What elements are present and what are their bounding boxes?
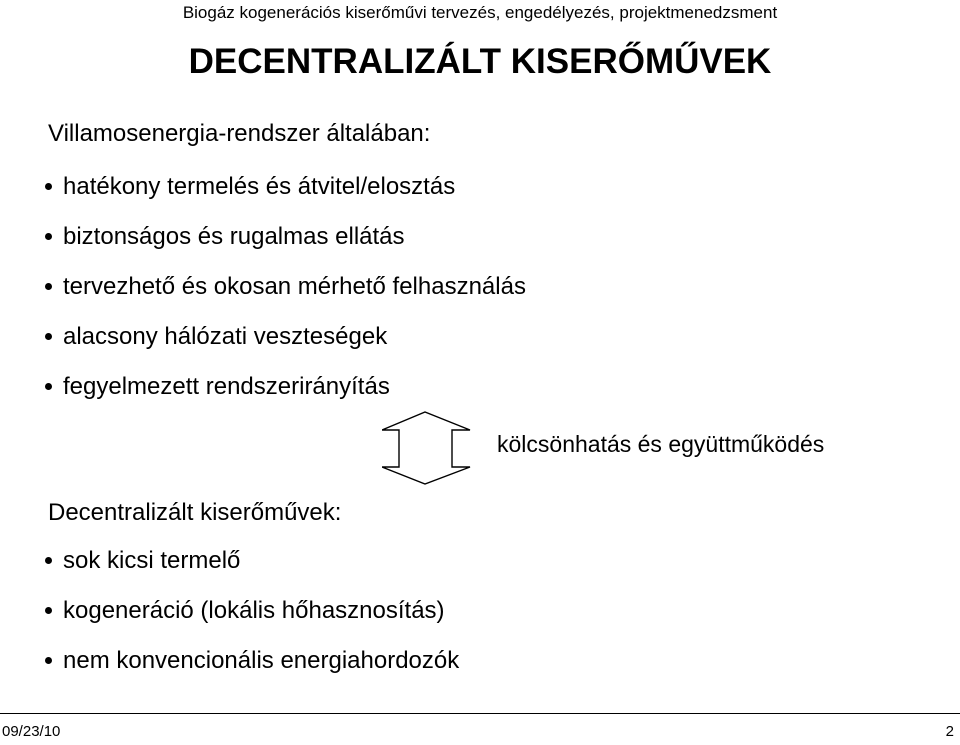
section-heading-power-system: Villamosenergia-rendszer általában: (48, 120, 431, 147)
bullet-icon (45, 383, 52, 390)
list-item-text: hatékony termelés és átvitel/elosztás (63, 173, 456, 200)
decentralized-bullet-list (45, 536, 459, 686)
list-item-text: alacsony hálózati veszteségek (63, 323, 388, 350)
running-header: Biogáz kogenerációs kiserőművi tervezés, engedélyezés, projektmenedzsment (182, 3, 778, 22)
list-item-text: kogeneráció (lokális hőhasznosítás) (63, 597, 445, 624)
list-item-text: tervezhető és okosan mérhető felhasználás (63, 273, 526, 300)
section-heading-decentralized: Decentralizált kiserőművek: (48, 499, 342, 526)
list-item-text: sok kicsi termelő (63, 547, 241, 574)
list-item (45, 212, 526, 262)
list-item (45, 262, 526, 312)
list-item (45, 312, 526, 362)
list-item-text: nem konvencionális energiahordozók (63, 647, 460, 674)
bullet-icon (45, 657, 52, 664)
page-number: 2 (945, 723, 954, 740)
list-item (45, 162, 526, 212)
list-item-text: biztonságos és rugalmas ellátás (63, 223, 405, 250)
slide-title: DECENTRALIZÁLT KISERŐMŰVEK (188, 42, 772, 81)
bullet-icon (45, 183, 52, 190)
bullet-icon (45, 557, 52, 564)
bullet-icon (45, 607, 52, 614)
footer-divider (0, 713, 960, 714)
bullet-icon (45, 233, 52, 240)
list-item (45, 536, 459, 586)
list-item-text: fegyelmezett rendszerirányítás (63, 373, 390, 400)
double-arrow-icon (382, 410, 502, 486)
bullet-icon (45, 333, 52, 340)
list-item (45, 586, 459, 636)
list-item (45, 362, 526, 412)
power-system-bullet-list (45, 162, 526, 412)
list-item (45, 636, 459, 686)
interaction-label: kölcsönhatás és együttműködés (497, 431, 825, 457)
bullet-icon (45, 283, 52, 290)
footer-date: 09/23/10 (2, 723, 61, 740)
